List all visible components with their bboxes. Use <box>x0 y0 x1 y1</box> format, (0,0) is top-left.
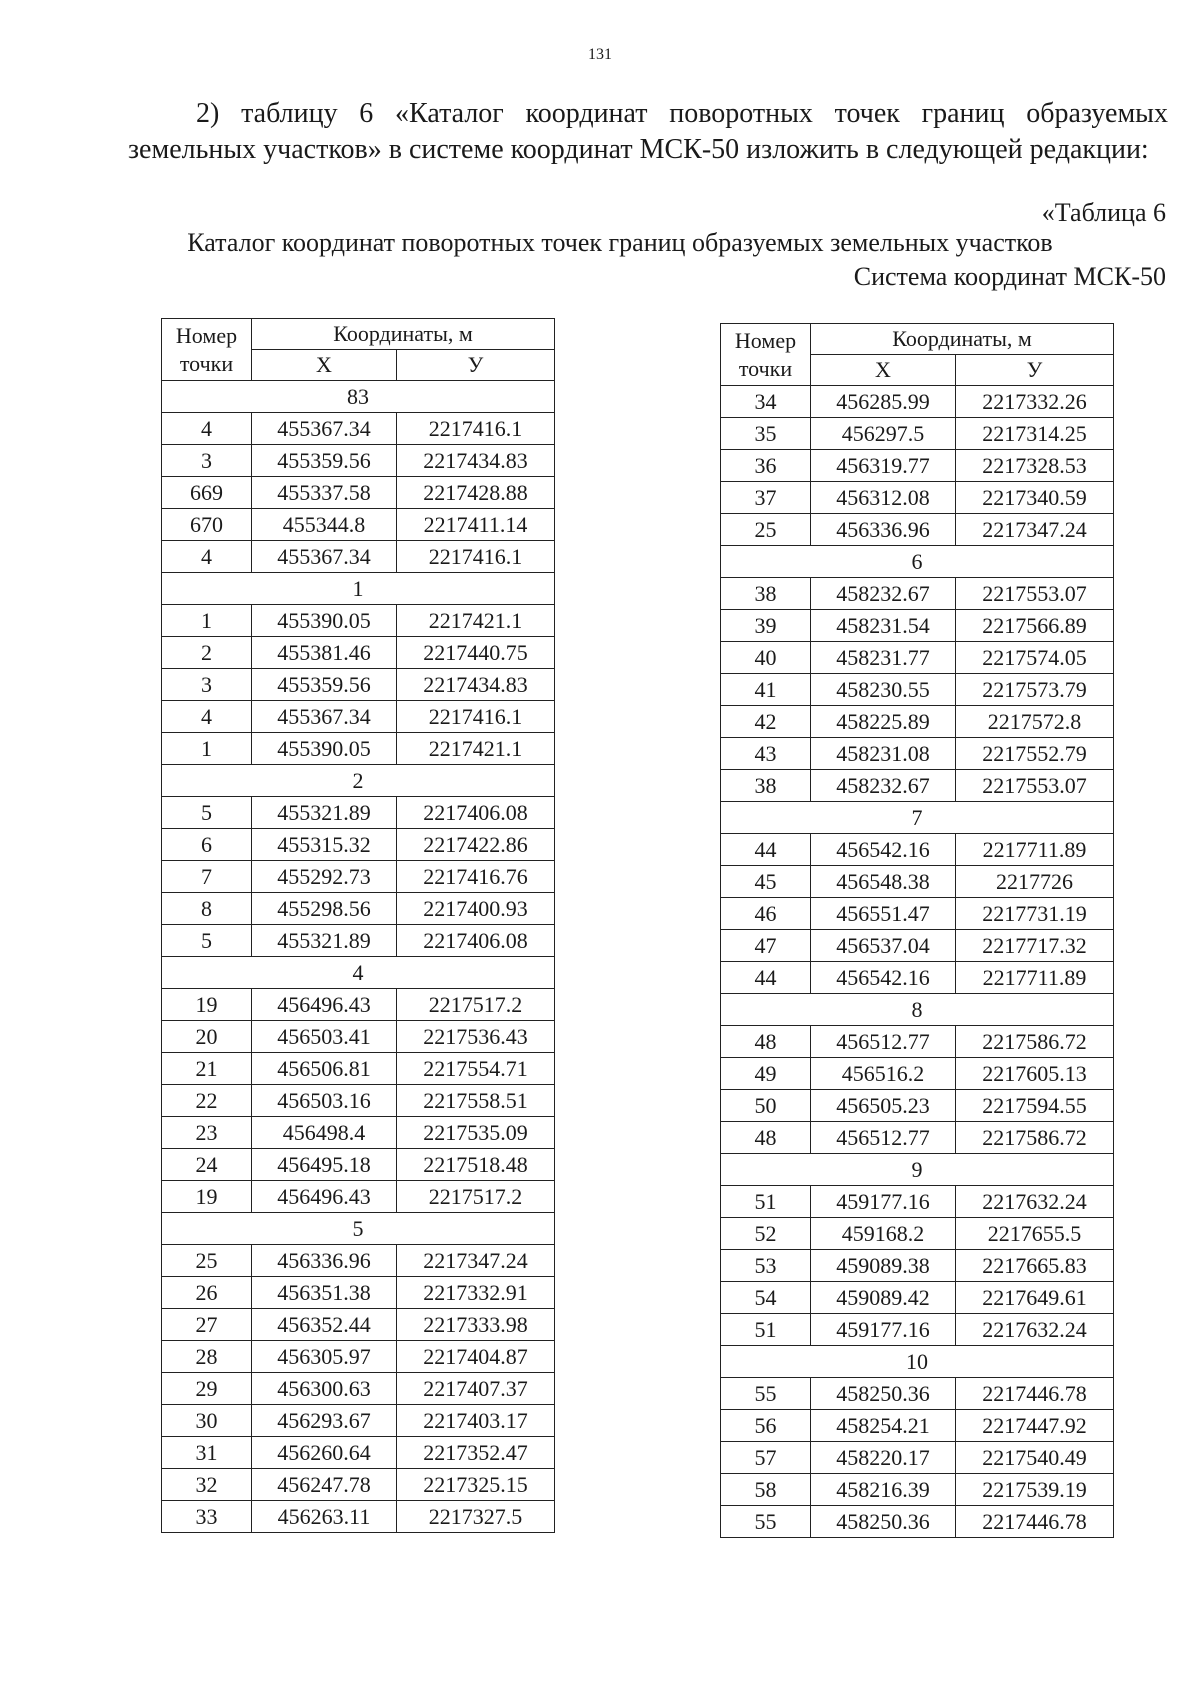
y-coordinate-cell: 2217314.25 <box>956 418 1114 450</box>
point-number-cell: 30 <box>162 1405 252 1437</box>
x-coordinate-cell: 455367.34 <box>252 541 397 573</box>
y-coordinate-cell: 2217655.5 <box>956 1218 1114 1250</box>
x-coordinate-cell: 456351.38 <box>252 1277 397 1309</box>
group-row <box>162 1213 555 1245</box>
group-row <box>721 994 1114 1026</box>
y-coordinate-cell: 2217535.09 <box>397 1117 555 1149</box>
point-number-cell: 57 <box>721 1442 811 1474</box>
group-row <box>162 765 555 797</box>
point-number-cell: 4 <box>162 541 252 573</box>
y-coordinate-cell: 2217416.1 <box>397 541 555 573</box>
y-coordinate-cell: 2217552.79 <box>956 738 1114 770</box>
table-row <box>721 706 1114 738</box>
y-coordinate-cell: 2217416.76 <box>397 861 555 893</box>
x-coordinate-cell: 456247.78 <box>252 1469 397 1501</box>
x-coordinate-cell: 456496.43 <box>252 989 397 1021</box>
point-number-cell: 54 <box>721 1282 811 1314</box>
x-coordinate-cell: 456336.96 <box>252 1245 397 1277</box>
y-coordinate-cell: 2217517.2 <box>397 1181 555 1213</box>
table-row <box>721 1186 1114 1218</box>
x-coordinate-cell: 456352.44 <box>252 1309 397 1341</box>
x-coordinate-cell: 456297.5 <box>811 418 956 450</box>
y-coordinate-cell: 2217404.87 <box>397 1341 555 1373</box>
group-row <box>162 957 555 989</box>
table-row <box>721 578 1114 610</box>
x-coordinate-cell: 456512.77 <box>811 1026 956 1058</box>
x-coordinate-cell: 459177.16 <box>811 1186 956 1218</box>
point-number-cell: 43 <box>721 738 811 770</box>
point-number-cell: 8 <box>162 893 252 925</box>
point-number-cell: 3 <box>162 445 252 477</box>
x-coordinate-cell: 455359.56 <box>252 445 397 477</box>
y-coordinate-cell: 2217440.75 <box>397 637 555 669</box>
table-row <box>721 450 1114 482</box>
table-row <box>162 605 555 637</box>
y-coordinate-cell: 2217421.1 <box>397 605 555 637</box>
x-coordinate-cell: 458231.77 <box>811 642 956 674</box>
point-number-cell: 670 <box>162 509 252 541</box>
group-row <box>721 1346 1114 1378</box>
table-row <box>721 1474 1114 1506</box>
point-number-cell: 3 <box>162 669 252 701</box>
x-coordinate-cell: 459089.38 <box>811 1250 956 1282</box>
point-number-cell: 34 <box>721 386 811 418</box>
point-number-cell: 1 <box>162 605 252 637</box>
table-row <box>721 770 1114 802</box>
y-coordinate-cell: 2217400.93 <box>397 893 555 925</box>
x-coordinate-cell: 456496.43 <box>252 1181 397 1213</box>
table-row <box>162 733 555 765</box>
table-row <box>721 674 1114 706</box>
point-number-cell: 2 <box>162 637 252 669</box>
y-coordinate-cell: 2217518.48 <box>397 1149 555 1181</box>
group-row <box>162 381 555 413</box>
x-coordinate-cell: 459089.42 <box>811 1282 956 1314</box>
y-coordinate-cell: 2217649.61 <box>956 1282 1114 1314</box>
table-row <box>721 482 1114 514</box>
y-coordinate-cell: 2217416.1 <box>397 701 555 733</box>
x-coordinate-cell: 458250.36 <box>811 1506 956 1538</box>
x-coordinate-cell: 455321.89 <box>252 925 397 957</box>
table-row <box>162 1501 555 1533</box>
point-number-cell: 19 <box>162 989 252 1021</box>
y-coordinate-cell: 2217558.51 <box>397 1085 555 1117</box>
table-row <box>162 413 555 445</box>
x-coordinate-cell: 455367.34 <box>252 413 397 445</box>
x-coordinate-cell: 458232.67 <box>811 578 956 610</box>
x-coordinate-cell: 456542.16 <box>811 834 956 866</box>
table-row <box>162 445 555 477</box>
point-number-cell: 27 <box>162 1309 252 1341</box>
table-row <box>721 1026 1114 1058</box>
y-coordinate-cell: 2217554.71 <box>397 1053 555 1085</box>
x-coordinate-cell: 455337.58 <box>252 477 397 509</box>
point-number-cell: 38 <box>721 578 811 610</box>
table-row <box>162 1373 555 1405</box>
y-coordinate-cell: 2217340.59 <box>956 482 1114 514</box>
point-number-cell: 55 <box>721 1506 811 1538</box>
x-coordinate-cell: 455292.73 <box>252 861 397 893</box>
group-row <box>721 802 1114 834</box>
y-coordinate-cell: 2217553.07 <box>956 578 1114 610</box>
table-row <box>162 1117 555 1149</box>
x-coordinate-cell: 458254.21 <box>811 1410 956 1442</box>
table-row <box>162 1277 555 1309</box>
y-coordinate-cell: 2217434.83 <box>397 669 555 701</box>
x-coordinate-cell: 458220.17 <box>811 1442 956 1474</box>
table-row <box>162 925 555 957</box>
table-row <box>162 893 555 925</box>
point-number-cell: 42 <box>721 706 811 738</box>
x-coordinate-cell: 459177.16 <box>811 1314 956 1346</box>
point-number-cell: 35 <box>721 418 811 450</box>
y-coordinate-cell: 2217447.92 <box>956 1410 1114 1442</box>
y-coordinate-cell: 2217422.86 <box>397 829 555 861</box>
point-number-cell: 51 <box>721 1314 811 1346</box>
table-label: «Таблица 6 <box>1041 198 1166 227</box>
table-row <box>162 1469 555 1501</box>
parcel-number-cell: 4 <box>162 957 555 989</box>
table-row <box>721 1442 1114 1474</box>
point-number-cell: 25 <box>162 1245 252 1277</box>
y-coordinate-cell: 2217566.89 <box>956 610 1114 642</box>
point-number-cell: 7 <box>162 861 252 893</box>
table-row <box>721 1058 1114 1090</box>
x-coordinate-cell: 456285.99 <box>811 386 956 418</box>
point-number-cell: 52 <box>721 1218 811 1250</box>
table-row <box>162 829 555 861</box>
y-coordinate-cell: 2217333.98 <box>397 1309 555 1341</box>
x-coordinate-cell: 456293.67 <box>252 1405 397 1437</box>
y-coordinate-cell: 2217517.2 <box>397 989 555 1021</box>
y-coordinate-cell: 2217586.72 <box>956 1122 1114 1154</box>
x-coordinate-cell: 456300.63 <box>252 1373 397 1405</box>
table-row <box>721 1218 1114 1250</box>
y-coordinate-cell: 2217632.24 <box>956 1314 1114 1346</box>
header-point-number: Номер точки <box>162 319 252 381</box>
y-coordinate-cell: 2217406.08 <box>397 797 555 829</box>
x-coordinate-cell: 458232.67 <box>811 770 956 802</box>
table-row <box>162 1309 555 1341</box>
y-coordinate-cell: 2217717.32 <box>956 930 1114 962</box>
point-number-cell: 5 <box>162 925 252 957</box>
x-coordinate-cell: 458231.08 <box>811 738 956 770</box>
point-number-cell: 46 <box>721 898 811 930</box>
point-number-cell: 6 <box>162 829 252 861</box>
x-coordinate-cell: 455390.05 <box>252 733 397 765</box>
y-coordinate-cell: 2217594.55 <box>956 1090 1114 1122</box>
table-row <box>162 1245 555 1277</box>
y-coordinate-cell: 2217347.24 <box>956 514 1114 546</box>
table-row <box>162 477 555 509</box>
point-number-cell: 23 <box>162 1117 252 1149</box>
table-row <box>162 989 555 1021</box>
table-row <box>721 866 1114 898</box>
table-row <box>162 1437 555 1469</box>
x-coordinate-cell: 456551.47 <box>811 898 956 930</box>
x-coordinate-cell: 456260.64 <box>252 1437 397 1469</box>
table-row <box>721 386 1114 418</box>
y-coordinate-cell: 2217428.88 <box>397 477 555 509</box>
point-number-cell: 33 <box>162 1501 252 1533</box>
x-coordinate-cell: 458225.89 <box>811 706 956 738</box>
table-row <box>721 738 1114 770</box>
x-coordinate-cell: 456503.41 <box>252 1021 397 1053</box>
x-coordinate-cell: 455381.46 <box>252 637 397 669</box>
y-coordinate-cell: 2217407.37 <box>397 1373 555 1405</box>
table-row <box>721 1122 1114 1154</box>
parcel-number-cell: 10 <box>721 1346 1114 1378</box>
header-x: Х <box>252 350 397 381</box>
x-coordinate-cell: 456537.04 <box>811 930 956 962</box>
table-row <box>162 861 555 893</box>
table-row <box>721 1282 1114 1314</box>
parcel-number-cell: 1 <box>162 573 555 605</box>
table-row <box>721 610 1114 642</box>
point-number-cell: 50 <box>721 1090 811 1122</box>
point-number-cell: 48 <box>721 1026 811 1058</box>
x-coordinate-cell: 456495.18 <box>252 1149 397 1181</box>
point-number-cell: 669 <box>162 477 252 509</box>
x-coordinate-cell: 456542.16 <box>811 962 956 994</box>
x-coordinate-cell: 456319.77 <box>811 450 956 482</box>
x-coordinate-cell: 455344.8 <box>252 509 397 541</box>
point-number-cell: 44 <box>721 834 811 866</box>
x-coordinate-cell: 456506.81 <box>252 1053 397 1085</box>
group-row <box>721 1154 1114 1186</box>
table-row <box>162 509 555 541</box>
x-coordinate-cell: 456548.38 <box>811 866 956 898</box>
table-row <box>162 1053 555 1085</box>
y-coordinate-cell: 2217327.5 <box>397 1501 555 1533</box>
coordinates-table-left <box>161 318 555 1533</box>
point-number-cell: 24 <box>162 1149 252 1181</box>
y-coordinate-cell: 2217731.19 <box>956 898 1114 930</box>
y-coordinate-cell: 2217726 <box>956 866 1114 898</box>
header-y: У <box>956 355 1114 386</box>
y-coordinate-cell: 2217434.83 <box>397 445 555 477</box>
header-coordinates: Координаты, м <box>811 324 1114 355</box>
page-number: 131 <box>588 46 612 63</box>
table-title: Каталог координат поворотных точек границ образуемых земельных участков <box>187 228 1053 257</box>
y-coordinate-cell: 2217416.1 <box>397 413 555 445</box>
point-number-cell: 25 <box>721 514 811 546</box>
table-row <box>721 930 1114 962</box>
point-number-cell: 1 <box>162 733 252 765</box>
point-number-cell: 39 <box>721 610 811 642</box>
x-coordinate-cell: 458231.54 <box>811 610 956 642</box>
table-row <box>162 1405 555 1437</box>
header-x: Х <box>811 355 956 386</box>
point-number-cell: 58 <box>721 1474 811 1506</box>
x-coordinate-cell: 458216.39 <box>811 1474 956 1506</box>
table-row <box>162 637 555 669</box>
x-coordinate-cell: 456503.16 <box>252 1085 397 1117</box>
y-coordinate-cell: 2217332.26 <box>956 386 1114 418</box>
y-coordinate-cell: 2217446.78 <box>956 1506 1114 1538</box>
point-number-cell: 21 <box>162 1053 252 1085</box>
point-number-cell: 41 <box>721 674 811 706</box>
point-number-cell: 32 <box>162 1469 252 1501</box>
parcel-number-cell: 5 <box>162 1213 555 1245</box>
table-row <box>162 1021 555 1053</box>
point-number-cell: 48 <box>721 1122 811 1154</box>
x-coordinate-cell: 455390.05 <box>252 605 397 637</box>
point-number-cell: 44 <box>721 962 811 994</box>
table-row <box>162 1341 555 1373</box>
x-coordinate-cell: 456263.11 <box>252 1501 397 1533</box>
y-coordinate-cell: 2217446.78 <box>956 1378 1114 1410</box>
table-row <box>721 1410 1114 1442</box>
table-row <box>162 1181 555 1213</box>
point-number-cell: 56 <box>721 1410 811 1442</box>
y-coordinate-cell: 2217539.19 <box>956 1474 1114 1506</box>
table-row <box>162 669 555 701</box>
point-number-cell: 36 <box>721 450 811 482</box>
coordinate-system-label: Система координат МСК-50 <box>853 262 1166 291</box>
point-number-cell: 40 <box>721 642 811 674</box>
point-number-cell: 55 <box>721 1378 811 1410</box>
y-coordinate-cell: 2217632.24 <box>956 1186 1114 1218</box>
table-row <box>721 834 1114 866</box>
y-coordinate-cell: 2217711.89 <box>956 962 1114 994</box>
parcel-number-cell: 2 <box>162 765 555 797</box>
point-number-cell: 49 <box>721 1058 811 1090</box>
x-coordinate-cell: 458250.36 <box>811 1378 956 1410</box>
y-coordinate-cell: 2217573.79 <box>956 674 1114 706</box>
parcel-number-cell: 8 <box>721 994 1114 1026</box>
table-row <box>721 1506 1114 1538</box>
y-coordinate-cell: 2217553.07 <box>956 770 1114 802</box>
x-coordinate-cell: 458230.55 <box>811 674 956 706</box>
y-coordinate-cell: 2217665.83 <box>956 1250 1114 1282</box>
table-row <box>721 514 1114 546</box>
x-coordinate-cell: 456312.08 <box>811 482 956 514</box>
table-row <box>162 541 555 573</box>
table-row <box>721 1250 1114 1282</box>
table-row <box>721 1090 1114 1122</box>
table-row <box>721 1314 1114 1346</box>
table-row <box>162 1149 555 1181</box>
x-coordinate-cell: 456516.2 <box>811 1058 956 1090</box>
y-coordinate-cell: 2217411.14 <box>397 509 555 541</box>
point-number-cell: 26 <box>162 1277 252 1309</box>
parcel-number-cell: 6 <box>721 546 1114 578</box>
table-row <box>162 797 555 829</box>
parcel-number-cell: 7 <box>721 802 1114 834</box>
y-coordinate-cell: 2217586.72 <box>956 1026 1114 1058</box>
table-row <box>721 1378 1114 1410</box>
y-coordinate-cell: 2217711.89 <box>956 834 1114 866</box>
y-coordinate-cell: 2217328.53 <box>956 450 1114 482</box>
y-coordinate-cell: 2217540.49 <box>956 1442 1114 1474</box>
point-number-cell: 4 <box>162 701 252 733</box>
table-row <box>721 642 1114 674</box>
point-number-cell: 4 <box>162 413 252 445</box>
table-row <box>721 898 1114 930</box>
x-coordinate-cell: 456336.96 <box>811 514 956 546</box>
x-coordinate-cell: 455321.89 <box>252 797 397 829</box>
y-coordinate-cell: 2217332.91 <box>397 1277 555 1309</box>
parcel-number-cell: 83 <box>162 381 555 413</box>
coordinates-table-right <box>720 323 1114 1538</box>
point-number-cell: 22 <box>162 1085 252 1117</box>
y-coordinate-cell: 2217347.24 <box>397 1245 555 1277</box>
table-row <box>721 962 1114 994</box>
x-coordinate-cell: 456505.23 <box>811 1090 956 1122</box>
point-number-cell: 19 <box>162 1181 252 1213</box>
point-number-cell: 53 <box>721 1250 811 1282</box>
y-coordinate-cell: 2217403.17 <box>397 1405 555 1437</box>
x-coordinate-cell: 456305.97 <box>252 1341 397 1373</box>
intro-paragraph: 2) таблицу 6 «Каталог координат поворотных точек границ образуемых земельных участков» в системе координат МСК-50 изложить в следующей редакции: <box>128 98 1168 165</box>
group-row <box>721 546 1114 578</box>
x-coordinate-cell: 456512.77 <box>811 1122 956 1154</box>
table-row <box>162 701 555 733</box>
point-number-cell: 20 <box>162 1021 252 1053</box>
point-number-cell: 51 <box>721 1186 811 1218</box>
x-coordinate-cell: 455298.56 <box>252 893 397 925</box>
y-coordinate-cell: 2217325.15 <box>397 1469 555 1501</box>
group-row <box>162 573 555 605</box>
x-coordinate-cell: 456498.4 <box>252 1117 397 1149</box>
point-number-cell: 45 <box>721 866 811 898</box>
header-coordinates: Координаты, м <box>252 319 555 350</box>
x-coordinate-cell: 455367.34 <box>252 701 397 733</box>
y-coordinate-cell: 2217536.43 <box>397 1021 555 1053</box>
point-number-cell: 5 <box>162 797 252 829</box>
table-row <box>721 418 1114 450</box>
y-coordinate-cell: 2217352.47 <box>397 1437 555 1469</box>
y-coordinate-cell: 2217605.13 <box>956 1058 1114 1090</box>
point-number-cell: 38 <box>721 770 811 802</box>
y-coordinate-cell: 2217572.8 <box>956 706 1114 738</box>
point-number-cell: 31 <box>162 1437 252 1469</box>
point-number-cell: 37 <box>721 482 811 514</box>
header-point-number: Номер точки <box>721 324 811 386</box>
y-coordinate-cell: 2217406.08 <box>397 925 555 957</box>
point-number-cell: 28 <box>162 1341 252 1373</box>
header-y: У <box>397 350 555 381</box>
x-coordinate-cell: 459168.2 <box>811 1218 956 1250</box>
point-number-cell: 29 <box>162 1373 252 1405</box>
y-coordinate-cell: 2217574.05 <box>956 642 1114 674</box>
parcel-number-cell: 9 <box>721 1154 1114 1186</box>
x-coordinate-cell: 455359.56 <box>252 669 397 701</box>
table-row <box>162 1085 555 1117</box>
point-number-cell: 47 <box>721 930 811 962</box>
x-coordinate-cell: 455315.32 <box>252 829 397 861</box>
y-coordinate-cell: 2217421.1 <box>397 733 555 765</box>
